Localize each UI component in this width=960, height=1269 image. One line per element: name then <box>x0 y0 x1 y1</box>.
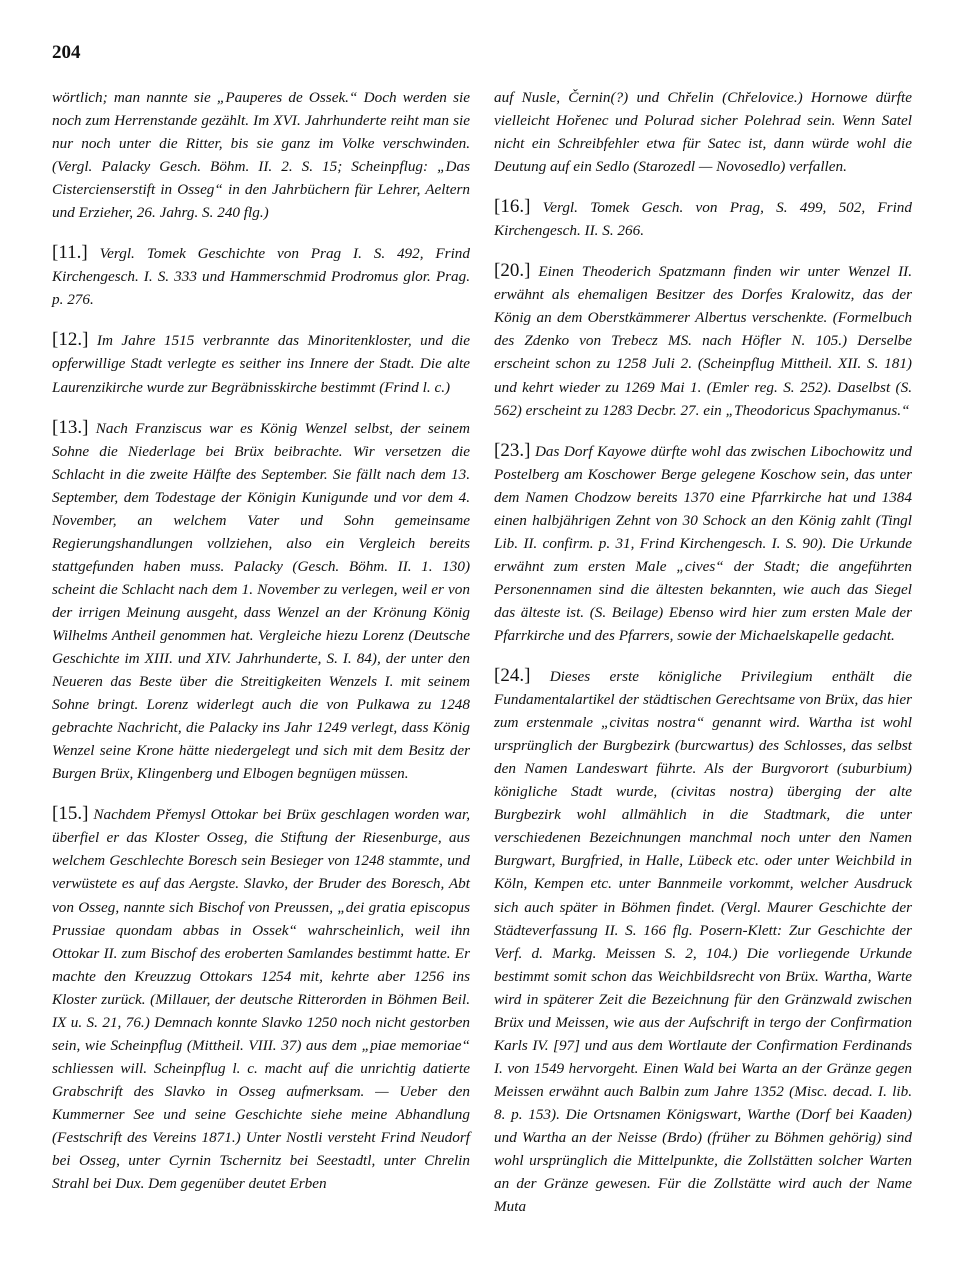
right-column <box>494 86 912 1235</box>
note-text: Einen Theoderich Spatzmann finden wir unter Wenzel II. erwähnt als ehemaligen Besitzer des Dorfes Kralowitz, das der König an dem Oberstkämmerer Albertus verschenkte. (Formelbuch des Zdenko von Trebecz MS. nach Höfler N. 105.) Derselbe erscheint schon zu 1258 Juli 2. (Scheinpflug Mittheil. XII. S. 181) und kehrt wieder zu 1269 Mai 1. (Emler reg. S. 252). Daselbst (S. 562) erscheint zu 1283 Decbr. 27. ein „Theodoricus Spachymanus.“ <box>494 263 913 419</box>
note-15 <box>52 802 470 1195</box>
note-text: Dieses erste königliche Privilegium enthält die Fundamentalartikel der städtischen Gerechtsame von Brüx, das hier zum erstenmale „civitas nostra“ genannt wird. Wartha ist wohl ursprünglich der Burgbezirk (burcwartus) des Schlosses, das selbst den Namen Landeswart führte. Als der Burgvorort (suburbium) königliche Stadt wurde, (civitas nostra) überging der alte Burgbezirk wohl allmählich in die Stadtmark, die unter verschiedenen Bezeichnungen manchmal noch unter den Namen Burgwart, Burgfried, in Halle, Lübeck etc. oder unter Weichbild in Köln, Kempen etc. unter Bannmeile vorkommt, welcher Ausdruck sich auch später in Böhmen findet. (Vergl. Maurer Geschichte der Städteverfassung II. S. 166 flg. Posern-Klett: Zur Geschichte der Verf. d. Markg. Meissen S. 2, 104.) Die vorliegende Urkunde bestimmt somit schon das Weichbildsrecht von Brüx. Wartha, Warte wird in späterer Zeit die Bezeichnung für den Gränzwald zwischen Brüx und Meissen, wie aus der Aufschrift in tergo der Confirmation Karls IV. [97] und aus dem Wortlaute der Confirmation Ferdinands I. von 1549 hervorgeht. Einen Wald bei Warta an der Gränze gegen Meissen erwähnt auch Balbin zum Jahre 1352 (Misc. decad. I. lib. 8. p. 153). Die Ortsnamen Königswart, Warthe (Dorf bei Kaaden) und Wartha an der Neisse (Brdo) (früher zu Böhmen gehörig) sind wohl ursprünglich die Mittelpunkte, die Zollstätten solcher Warten an der Gränze gewesen. Für die Zollstätte wird auch der Name Muta <box>494 668 912 1216</box>
note-13 <box>52 416 470 786</box>
note-number: [24.] <box>494 665 531 687</box>
note-text: Vergl. Tomek Gesch. von Prag, S. 499, 502, Frind Kirchengesch. II. S. 266. <box>494 199 912 240</box>
note-text: Das Dorf Kayowe dürfte wohl das zwischen Libochowitz und Postelberg am Koschower Berge gelegene Koschow sein, das unter dem Namen Chodzow bereits 1370 eine Pfarrkirche hat und 1384 einen halbjährigen Zehnt von 30 Schock an den König zahlt (Tingl Lib. II. confirm. p. 31, Frind Kirchengesch. I. S. 90). Die Urkunde erwähnt zum ersten Male „cives“ der Stadt; die angeführten Personennamen sind die ältesten bekannten, wie auch das Siegel das älteste ist. (S. Beilage) Ebenso wird hier zum ersten Male der Pfarrkirche und des Pfarrers, sowie der Michaelskapelle gedacht. <box>494 442 913 644</box>
note-23 <box>494 439 912 647</box>
left-column <box>52 86 470 1212</box>
note-16 <box>494 195 912 242</box>
note-text: Nachdem Přemysl Ottokar bei Brüx geschlagen worden war, überfiel er das Kloster Osseg, die Stiftung der Riesenburge, aus welchem Geschlechte Boresch sein Besieger von 1248 stammte, und verwüstete es auf das Aergste. Slavko, der Bruder des Boresch, Abt von Osseg, nannte sich Bischof von Preussen, „dei gratia episcopus Prussiae quondam abbas in Ossek“ wahrscheinlich, weil ihn Ottokar II. zum Bischof des eroberten Samlandes bestimmt hatte. Er machte den Kreuzzug Ottokars 1254 mit, kehrte aber 1256 ins Kloster zurück. (Millauer, der deutsche Ritterorden in Böhmen Beil. IX u. S. 21, 76.) Demnach konnte Slavko 1250 noch nicht gestorben sein, wie Scheinpflug (Mittheil. VIII. 37) aus dem „piae memoriae“ schliessen will. Scheinpflug l. c. macht auf die unrichtig datierte Grabschrift des Slavko in Osseg aufmerksam. — Ueber den Kummerner See und seine Geschichte siehe meine Abhandlung (Festschrift des Vereins 1871.) Unter Nostli versteht Frind Neudorf bei Osseg, unter Cyrnin Tschernitz bei Seestadtl, unter Chrelin Strahl bei Dux. Dem gegenüber deutet Erben <box>52 806 470 1193</box>
note-24 <box>494 664 912 1218</box>
note-number: [20.] <box>494 260 531 282</box>
note-number: [16.] <box>494 196 531 218</box>
note-number: [13.] <box>52 416 89 438</box>
note-continued-right <box>494 86 912 178</box>
page-number: 204 <box>52 42 81 63</box>
note-12 <box>52 328 470 398</box>
note-text: auf Nusle, Černin(?) und Chřelin (Chřelovice.) Hornowe dürfte vielleicht Hořenec und Polurad sicher Polehrad sein. Wenn Satel nicht ein Schreibfehler etwa für Satec ist, dann würde wohl die Deutung auf ein Sedlo (Starozedl — Novosedlo) verfallen. <box>494 89 912 176</box>
note-text: wörtlich; man nannte sie „Pauperes de Ossek.“ Doch werden sie noch zum Herrenstande gezählt. Im XVI. Jahrhunderte reiht man sie nur noch unter die Ritter, bis sie ganz im Volke verschwinden. (Vergl. Palacky Gesch. Böhm. II. 2. S. 15; Scheinpflug: „Das Cistercienserstift in Osseg“ in den Jahrbüchern für Lehrer, Aeltern und Erzieher, 26. Jahrg. S. 240 flg.) <box>52 89 470 222</box>
note-continued <box>52 86 470 224</box>
note-number: [12.] <box>52 329 89 351</box>
note-number: [15.] <box>52 803 89 825</box>
note-text: Vergl. Tomek Geschichte von Prag I. S. 492, Frind Kirchengesch. I. S. 333 und Hammerschmid Prodromus glor. Prag. p. 276. <box>52 245 470 309</box>
note-text: Nach Franziscus war es König Wenzel selbst, der seinem Sohne die Niederlage bei Brüx beibrachte. Wir versetzen die Schlacht in die zweite Hälfte des September. Sie fällt nach dem 13. September, dem Todestage der Königin Kunigunde und vor dem 4. November, an welchem Vater und Sohn gemeinsame Regierungshandlungen vollziehen, also ein Vergleich bereits stattgefunden haben muss. Palacky (Gesch. Böhm. II. 1. 130) scheint die Schlacht nach dem 1. November zu verlegen, weil er von der irrigen Meinung ausgeht, dass Wenzel an der Krönung König Wilhelms Antheil genommen hat. Vergleiche hiezu Lorenz (Deutsche Geschichte im XIII. und XIV. Jahrhunderte, S. I. 84), der unter den Neueren das Beste über die Streitigkeiten Wenzels I. mit seinem Sohne bringt. Lorenz widerlegt auch die von Pulkawa zu 1248 gebrachte Nachricht, die Palacky ins Jahr 1249 verlegt, dass König Wenzel seine Krone hätte niedergelegt und sich mit dem Besitz der Burgen Brüx, Klingenberg und Elbogen begnügen müssen. <box>52 419 470 783</box>
note-text: Im Jahre 1515 verbrannte das Minoritenkloster, und die opferwillige Stadt verlegte es seither ins Innere der Stadt. Die alte Laurenzikirche wurde zur Begräbnisskirche bestimmt (Frind l. c.) <box>52 332 471 396</box>
note-11 <box>52 241 470 311</box>
note-number: [11.] <box>52 242 88 264</box>
note-number: [23.] <box>494 439 531 461</box>
note-20 <box>494 259 912 421</box>
